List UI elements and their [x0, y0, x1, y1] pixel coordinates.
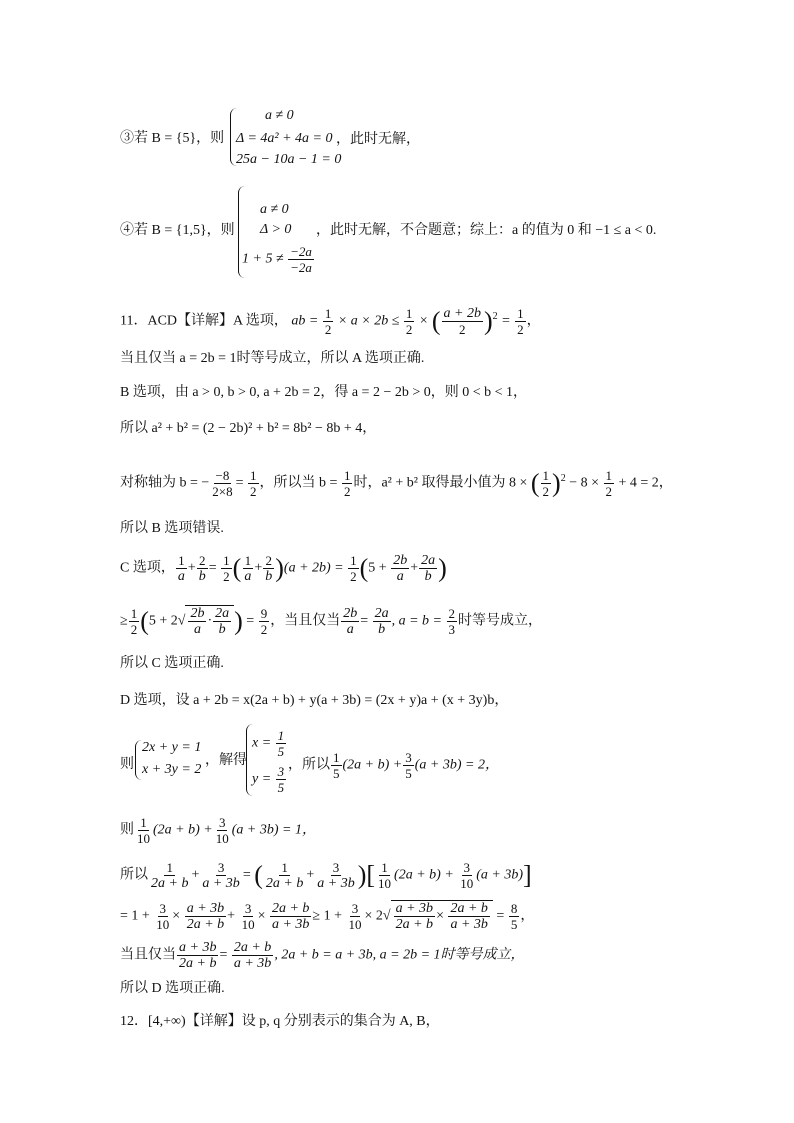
q11-d-line6: 当且仅当 $\frac{a + 3b}{2a + b}$ = $\frac{2a + b}{a + 3b}$ , 2a + b = a + 3b, a = 2b = 1时等号成立，	[120, 940, 525, 971]
case3-line3: 25a − 10a − 1 = 0	[236, 152, 342, 167]
d-sys-brace	[135, 740, 142, 780]
case4-line3: 1 + 5 ≠ $\frac{-2a}{-2a}$	[242, 244, 312, 275]
q11-d-line1: D 选项，设 a + 2b = x(2a + b) + y(a + 3b) = (2x + y)a + (x + 3y)b，	[120, 693, 509, 708]
case4-line1: a ≠ 0	[260, 202, 289, 217]
d-sys1: 2x + y = 1	[142, 740, 202, 755]
q11-b-conclusion: 所以 B 选项错误.	[120, 521, 224, 536]
case3-line1: a ≠ 0	[265, 108, 294, 123]
q11-d-line5: = 1 + $\frac{3}{10}$ × $\frac{a + 3b}{2a + b}$ + $\frac{3}{10}$ × $\frac{2a + b}{a + 3b}$ ≥ 1 + $\frac{3}{10}$ × 2√ $\frac{a + 3b}{2a + b}$ × $\frac{2a + b}{a + 3b}$ = $\frac{8}{5}$ ，	[120, 901, 535, 932]
q11-d-line3: 则 $\frac{1}{10}$ (2a + b) + $\frac{3}{10}$ (a + 3b) = 1，	[120, 815, 316, 846]
case4-line2: Δ > 0	[260, 222, 292, 237]
d-line2-end: ，所以 $\frac{1}{5}$ (2a + b) + $\frac{3}{5}$ (a + 3b) = 2，	[288, 750, 499, 781]
q11-d-line2-pre: 则	[120, 757, 134, 772]
q11-c-line1: C 选项， $\frac{1}{a}$ + $\frac{2}{b}$ = $\frac{1}{2}$ ( $\frac{1}{a}$ + $\frac{2}{b}$ )(a + 2b) = $\frac{1}{2}$ (5 + $\frac{2b}{a}$ + $\frac{2a}{b}$ )	[120, 553, 447, 584]
case4-prefix: ④若 B = {1,5}，则	[120, 223, 235, 238]
q11-d-line4: 所以 $\frac{1}{2a + b}$ + $\frac{3}{a + 3b}$ = ( $\frac{1}{2a + b}$ + $\frac{3}{a + 3b}$ )[ $\frac{1}{10}$ (2a + b) + $\frac{3}{10}$ (a + 3b)]	[120, 860, 532, 891]
q11-header: 11．ACD【详解】A 选项， ab = $\frac{1}{2}$ × a × 2b ≤ $\frac{1}{2}$ × ( $\frac{a + 2b}{2}$ )$^2$ = $\frac{1}{2}$ ，	[120, 306, 541, 337]
q11-d-conclusion: 所以 D 选项正确.	[120, 981, 225, 996]
q11-b-line1: B 选项，由 a > 0, b > 0, a + 2b = 2，得 a = 2 − 2b > 0，则 0 < b < 1，	[120, 385, 528, 400]
case3-line2: Δ = 4a² + 4a = 0	[236, 131, 333, 146]
q11-c-conclusion: 所以 C 选项正确.	[120, 656, 224, 671]
case3-suffix: ，此时无解，	[336, 132, 420, 147]
q12-line: 12．[4,+∞)【详解】设 p, q 分别表示的集合为 A, B，	[120, 1014, 440, 1029]
d-solve: ，解得	[205, 753, 247, 768]
d-sys2: x + 3y = 2	[142, 762, 202, 777]
q11-b-line3: 对称轴为 b = − $\frac{-8}{2\times 8}$ = $\frac{1}{2}$ ，所以当 b = $\frac{1}{2}$ 时，a² + b² 取得最小值为 8 × ( $\frac{1}{2}$ )$^2$ − 8 × $\frac{1}{2}$ + 4 = 2，	[120, 468, 673, 499]
q11-b-line2: 所以 a² + b² = (2 − 2b)² + b² = 8b² − 8b + 4，	[120, 421, 377, 436]
q11-c-line2: ≥ $\frac{1}{2}$ (5 + 2√ $\frac{2b}{a}$ · $\frac{2a}{b}$ ) = $\frac{9}{2}$ ，当且仅当 $\frac{2b}{a}$ = $\frac{2a}{b}$ , a = b = $\frac{2}{3}$ 时等号成立，	[120, 606, 543, 637]
d-sol-x: x = $\frac{1}{5}$	[252, 728, 285, 759]
case3-prefix: ③若 B = {5}，则	[120, 131, 225, 146]
q11-a-cond: 当且仅当 a = 2b = 1时等号成立，所以 A 选项正确.	[120, 351, 425, 366]
d-sol-y: y = $\frac{3}{5}$	[252, 764, 285, 795]
case4-suffix: ，此时无解，不合题意；综上：a 的值为 0 和 −1 ≤ a < 0.	[316, 223, 657, 238]
